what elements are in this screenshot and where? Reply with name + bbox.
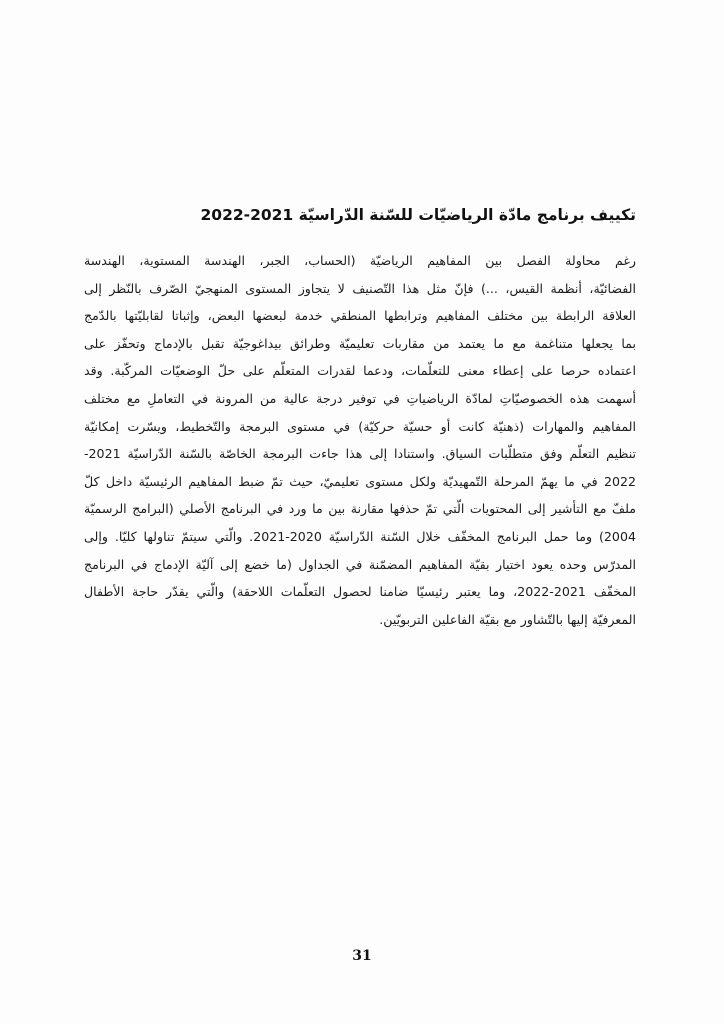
paragraph-line: رغم محاولة الفصل بين المفاهيم الرياضيّة (الحساب، الجبر، الهندسة المستوية، الهندسة (84, 253, 636, 268)
paragraph-line: الفضائيّة، أنظمة القيس، ...) فإنّ مثل هذا التّصنيف لا يتجاوز المستوى المنهجيّ الصّرف بالنّظر إلى (84, 280, 636, 296)
paragraph-line: 2022 في ما يهمّ المرحلة التّمهيديّة ولكل مستوى تعليميّ، حيث تمّ ضبط المفاهيم الرئيسيّة داخل كلّ (84, 473, 636, 489)
paragraph-line: العلاقة الرابطة بين مختلف المفاهيم وترابطها المنطقي خدمة لبعضها البعض، وإثباتا لقابليّتها بالدّمج (84, 308, 636, 324)
section-heading: تكييف برنامج مادّة الرياضيّات للسّنة الدّراسيّة 2021-2022 (200, 206, 636, 224)
paragraph-line: المدرّس وحده يعود اختيار بقيّة المفاهيم المضمّنة في الجداول (ما خضع إلى آليّة الإدماج في البرنامج (84, 556, 636, 572)
paragraph-line: المفاهيم والمهارات (ذهنيّة كانت أو حسيّة حركيّة) في مستوى البرمجة والتّخطيط، ويسّرت إمكانيّة (84, 418, 636, 434)
paragraph-line: بما يجعلها متناغمة مع ما يعتمد من مقاربات تعليميّة وطرائق بيداغوجيّة تقبل بالإدماج وتحفّز على (84, 335, 636, 351)
paragraph-line: المخفّف 2021-2022، وما يعتبر رئيسيّا ضامنا لحصول التعلّمات اللاحقة) والّتي يقدّر حاجة الأطفال (84, 584, 636, 600)
paragraph-line: تنظيم التعلّم وفق متطلّبات السياق. واستنادا إلى هذا جاءت البرمجة الخاصّة بالسّنة الدّراسيّة 2021- (84, 446, 636, 462)
page-number: 31 (352, 948, 372, 964)
body-paragraph (84, 247, 636, 633)
paragraph-line: ملفّ مع التأشير إلى المحتويات الّتي تمّ حذفها مقارنة بين ما ورد في البرنامج الأصلي (البرامج الرسميّة (84, 501, 636, 517)
paragraph-line: اعتماده حرصا على إعطاء معنى للتعلّمات، ودعما لقدرات المتعلّم على حلّ الوضعيّات المركّبة. وقد (84, 363, 636, 379)
paragraph-line: أسهمت هذه الخصوصيّاتِ لمادّة الرياضياتِ في توفير درجة عالية من المرونة في التعاملِ مع مختلف (84, 390, 636, 406)
paragraph-line: 2004) وما حمل البرنامج المخفّف خلال السّنة الدّراسيّة 2020-2021. والّتي سيتمّ تناولها كليّا. وإلى (84, 528, 636, 544)
paragraph-line: المعرفيّة إليها بالتّشاور مع بقيّة الفاعلين التربويّين. (379, 611, 636, 627)
